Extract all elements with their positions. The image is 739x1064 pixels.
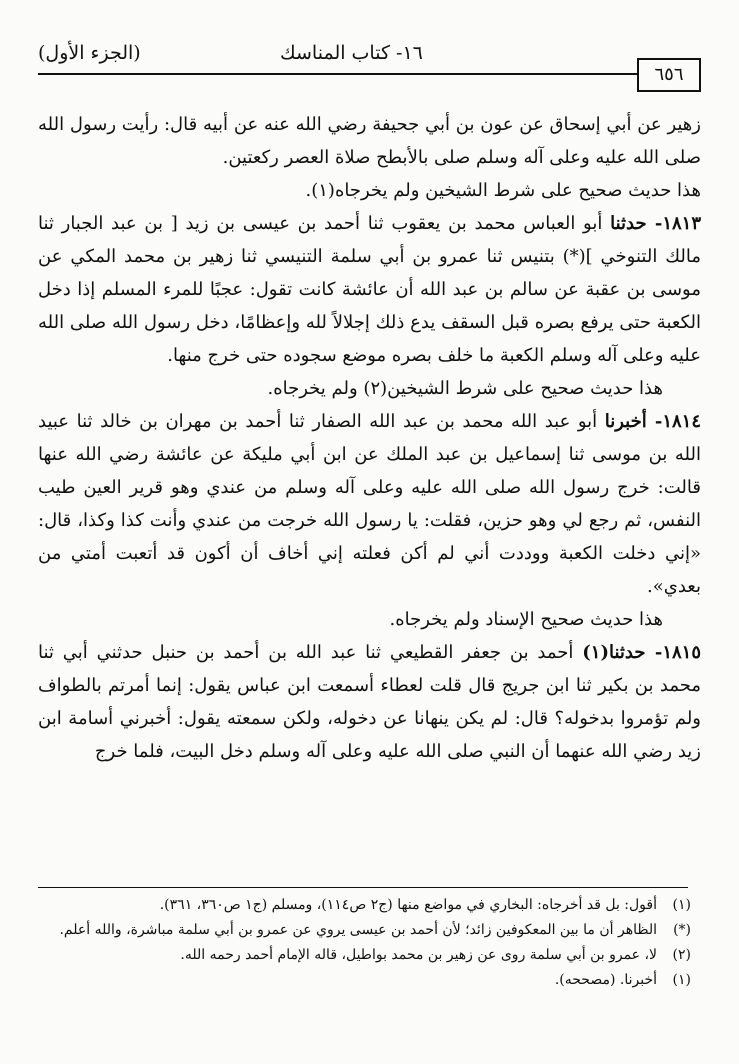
footnote: (*) الظاهر أن ما بين المعكوفين زائد؛ لأن أحمد بن عيسى يروي عن عمرو بن أبي سلمة مباشرة، والله أعلم. xyxy=(38,918,691,942)
footnote: (١) أخبرنا. (مصححه). xyxy=(38,968,691,992)
book-title: ١٦- كتاب المناسك xyxy=(280,42,423,64)
hadith-1814: ١٨١٤- أخبرنا أبو عبد الله محمد بن عبد الله الصفار ثنا أحمد بن مهران بن خالد ثنا عبيد الله بن موسى ثنا إسماعيل بن عبد الملك عن ابن أبي مليكة عن عائشة رضي الله عنها قالت: خرج رسول الله صلى الله عليه وعلى آله وسلم من عندي وهو قرير العين طيب النفس، ثم رجع لي وهو حزين، فقلت: يا رسول الله خرجت من عندي وأنت كذا وكذا، قال: «إني دخلت الكعبة ووددت أني لم أكن فعلته إني أخاف أن أكون قد أتعبت أمتي من بعدي». xyxy=(38,411,701,597)
header-rule xyxy=(38,73,637,75)
main-text xyxy=(38,108,701,768)
hadith-number: ١٨١٥ xyxy=(662,642,701,663)
hadith-1815: ١٨١٥- حدثنا(١) أحمد بن جعفر القطيعي ثنا عبد الله بن أحمد بن حنبل حدثني أبي ثنا محمد بن بكير ثنا ابن جريج قال قلت لعطاء أسمعت ابن عباس يقول: إنما أمرتم بالطواف ولم تؤمروا بدخوله؟ قال: لم يكن ينهانا عن دخوله، ولكن سمعته يقول: أخبرني أسامة ابن زيد رضي الله عنهما أن النبي صلى الله عليه وعلى آله وسلم دخل البيت، فلما خرج xyxy=(38,642,701,762)
footnote-mark: (١) xyxy=(672,897,691,913)
grading: هذا حديث صحيح الإسناد ولم يخرجاه. xyxy=(389,609,663,630)
grading: هذا حديث صحيح على شرط الشيخين(٢) ولم يخرجاه. xyxy=(267,378,663,399)
footnote-mark: (١) xyxy=(672,972,691,988)
hadith-number: ١٨١٣ xyxy=(662,213,701,234)
hadith-lead: أخبرنا xyxy=(604,411,647,432)
footnote-mark: (*) xyxy=(673,922,691,938)
page-number: ٦٥٦ xyxy=(637,58,701,92)
hadith-lead: حدثنا(١) xyxy=(582,642,646,663)
footnote-rule xyxy=(38,887,688,888)
footnote-mark: (٢) xyxy=(672,947,691,963)
paragraph: زهير عن أبي إسحاق عن عون بن أبي جحيفة رضي الله عنه عن أبيه قال: رأيت رسول الله صلى الله عليه وعلى آله وسلم صلى بالأبطح صلاة العصر ركعتين. xyxy=(38,114,701,168)
hadith-1813: ١٨١٣- حدثنا أبو العباس محمد بن يعقوب ثنا أحمد بن عيسى بن زيد [ بن عبد الجبار ثنا مالك التنوخي ](*) بتنيس ثنا عمرو بن أبي سلمة التنيسي ثنا زهير بن محمد المكي عن موسى بن عقبة عن سالم بن عبد الله أن عائشة كانت تقول: عجبًا للمرء المسلم إذا دخل الكعبة حتى يرفع بصره قبل السقف يدع ذلك إجلالاً لله وإعظامًا، دخل رسول الله صلى الله عليه وعلى آله وسلم الكعبة ما خلف بصره موضع سجوده حتى خرج منها. xyxy=(38,213,701,366)
hadith-number: ١٨١٤ xyxy=(662,411,701,432)
hadith-lead: حدثنا xyxy=(610,213,647,234)
footnote: (٢) لا، عمرو بن أبي سلمة روى عن زهير بن محمد بواطيل، قاله الإمام أحمد رحمه الله. xyxy=(38,943,691,967)
footnote: (١) أقول: بل قد أخرجاه: البخاري في مواضع منها (ج٢ ص١١٤)، ومسلم (ج١ ص٣٦٠، ٣٦١). xyxy=(38,893,691,917)
paragraph: هذا حديث صحيح على شرط الشيخين ولم يخرجاه(١). xyxy=(305,180,701,201)
footnotes xyxy=(38,893,691,993)
volume-label: (الجزء الأول) xyxy=(38,42,141,64)
